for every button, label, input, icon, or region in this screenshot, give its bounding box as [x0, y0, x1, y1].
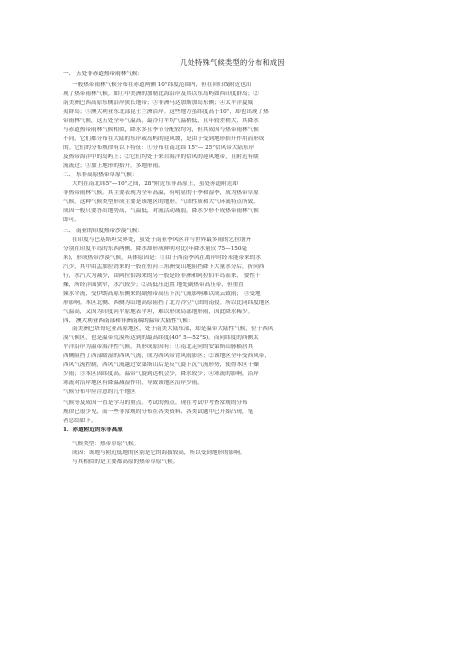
body-line: 成因一般只要答出地势高，气温低，对流活动减弱，降水少形不成热带雨林气候: [63, 208, 259, 214]
body-line: 现了热带雨林气候。如①中美洲的加勒比海沿岸及其以东岛屿如西印度群岛；②: [63, 91, 259, 97]
body-line: 气候等及成因一直是学习的重点。考试的热点。现在考试中考查常规的分布: [63, 400, 248, 406]
body-line: 南美洲巴西高原东侧沿岸狭长地带；③非洲马达加斯加岛东侧；④太平洋夏威: [63, 100, 254, 106]
body-line: 频水平流，受伊朗高原东侧来的副热带高压下沉气流影响难以成云致雨； ③受地: [63, 291, 261, 297]
body-line: 与其相似的是主要都高原的热带草原气候。: [72, 459, 179, 465]
body-line: 燥，所经洋面狭窄，水汽较少；②高低压迅置 地处副热带高压带，但重直: [63, 282, 244, 288]
body-line: 米)，形成热带沙漠气候，具体原因是：①由于西南季风在离岸时经未能带来的水: [63, 255, 261, 261]
body-line: 即可。: [63, 217, 80, 223]
body-line: 的。它们的分布规律有以下特征：①分布在南北纬 15°— 25°信风带大陆东岸: [63, 145, 255, 151]
body-line: 二、 东非高原热带草原气候：: [63, 172, 138, 178]
body-line: 成因：该地与附近低地的区别是它的海拔较高，所以受到地形的影响。: [72, 450, 246, 456]
body-line: 气温高，又因为印度河平原地表平坦，难以形成局部地形雨，因此降水稀少。: [63, 309, 254, 315]
body-line: 流流过；③加上地形的抬升，多地形雨。: [63, 163, 164, 169]
body-line: 非热带雨林气候。其主要表现为全年高温，有明显的干季和湿季，成为热带草原: [63, 190, 259, 196]
body-line: 夷群岛；⑤澳大利亚东北部昆士兰洲沿岸。这些地方虽纬度高于10°，却也出现了热: [63, 109, 269, 115]
body-line: 气候分布中应注意的几个地区: [63, 389, 136, 395]
body-line: 三、 南亚的印度热带沙漠气候：: [63, 228, 144, 234]
body-line: 行，水汽大为减少，由阿拉伯海来的另一股是经非洲和阿拉伯半岛而来， 要性干: [63, 273, 261, 279]
body-line: 及热带海洋中的岛屿上；②它们均处于来自海洋的信风的迎风地带，且附近有暖: [63, 154, 259, 160]
body-line: 漠气候区，也是温带荒漠所达到的最高纬度(40° 5—52°S)。而同纬度的西侧太: [63, 335, 259, 341]
body-line: 在印度与巴基斯坦交界处，虽处于南亚季风区并与世界最多雨的乞拉朋齐: [72, 237, 252, 243]
body-line: 西风气流控制，西风气流越过安第斯山后是反气旋下沉气流形势，使得本区干燥: [63, 362, 259, 368]
body-line: 与赤道热带雨林气候相似，降水多且季节分配较均匀，但其成因与热带雨林气候: [63, 127, 259, 133]
body-line: 四、 澳大利亚西南部和非洲南端的温带大陆性气候：: [63, 318, 194, 324]
body-line: 寒流对沿岸地区有降温减湿作用，导致该地区沿岸少雨。: [63, 380, 203, 386]
body-line: 一、 五处非赤道热带雨林气候：: [63, 71, 144, 77]
body-line: 气候类型：热带草原气候。: [72, 441, 140, 447]
body-line: 1．赤道附近的东非高原: [63, 427, 123, 433]
body-line: 大约在南北纬5°—10°之间，28°附近东非高原上，虽处赤道附近却: [72, 181, 239, 187]
body-line: 南美洲巴塔哥尼亚高原地区，处于南美大陆东部，却是温带大陆性气候，位于西风: [72, 326, 274, 332]
body-line: 气候。这种气候类型形成主要是该地区的地形。气团性质和大气环流特点所致。: [63, 199, 259, 205]
body-line: 少雨；③本区因纬度高，温带气旋到达机会少，降水较少；④寒流的影响，沿岸: [63, 371, 259, 377]
body-line: 不同，它们都分布在大陆的东岸或岛屿的迎风坡，是由于受到地形抬升作用而形成: [63, 136, 265, 142]
body-line: 汽少，其中由孟加拉湾来的一股在恒河三角洲受山地阻挡降下大量水分后，折向西: [63, 264, 265, 270]
body-line: 形影响。本区北侧、西侧为山地高原阻挡了北方冷空气团的南侵。所以比同纬度地区: [63, 300, 270, 306]
body-line: 一般热带雨林气候分布在赤道两侧 10°纬度范围内，但在回归线附近也出: [72, 82, 252, 88]
body-line: 规律已很少见，而一些非常规的分布在各类资料、各类试题中已开始凸现，笔: [63, 409, 254, 415]
body-line: 西侧阻挡了西部暖湿的西风气流，成为西风带背风雨影区；②该地区全年受西风带，: [63, 353, 270, 359]
body-line: 者总结如下。: [63, 418, 97, 424]
document-title: 几处特殊气候类型的分布和成因: [180, 58, 285, 67]
body-line: 带雨林气候，这五处全年气温高，最冷月平均气温稍低，且年较差稍大，其降水: [63, 118, 259, 124]
body-line: 分别在印度半岛的东西两侧，降水却形成鲜明对比(年降水量仅 75—150毫: [63, 246, 247, 252]
body-line: 平洋沿岸为温带海洋性气候。其形成原因有：①南北走向的安第斯山脉横居其: [63, 344, 254, 350]
